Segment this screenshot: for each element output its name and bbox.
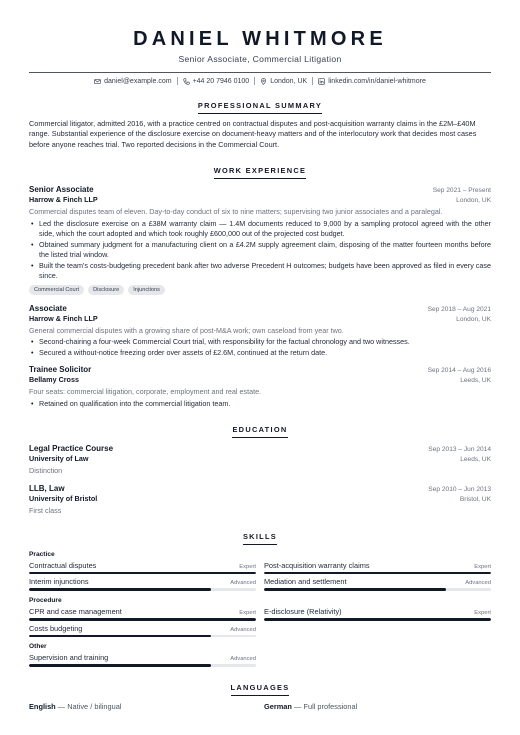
language-item: German — Full professional [264,701,358,711]
skill-item [29,607,256,621]
language-level: Native / bilingual [67,701,122,711]
skill-bar [264,572,491,575]
employer-name: Bellamy Cross [29,375,79,385]
experience-entry [29,304,491,359]
skill-group-label: Procedure [29,596,62,604]
skill-level: Advanced [230,656,256,663]
skill-name: Costs budgeting [29,623,83,633]
degree-title: Legal Practice Course [29,443,114,453]
school-location: Leeds, UK [460,455,491,463]
skill-item [264,577,491,591]
job-dates: Sep 2018 – Aug 2021 [427,305,491,313]
skill-bar-fill [29,588,211,591]
tag-chip: Injunctions [128,285,165,295]
skill-bar [29,618,256,621]
job-title: Associate [29,303,67,313]
candidate-name: DANIEL WHITMORE [133,28,387,50]
job-description: Commercial disputes team of eleven. Day-to-day conduct of six to nine matters; supervising two junior associates and a paralegal. [29,207,443,217]
languages-list [29,702,491,711]
skill-bar [264,588,491,591]
skill-item [29,561,256,575]
achievement-item: • Retained on qualification into the commercial litigation team. [39,399,491,409]
school-name: University of Bristol [29,494,98,504]
contact-linkedin-text: linkedin.com/in/daniel-whitmore [328,77,426,85]
job-location: London, UK [456,197,491,205]
skill-bar [29,635,256,638]
skill-name: Interim injunctions [29,577,89,587]
language-name: English [29,701,56,711]
skills-section-header [29,526,491,545]
job-dates: Sep 2021 – Present [432,187,491,195]
header-divider [29,72,491,73]
skill-group-label: Other [29,643,47,651]
job-tags [29,285,491,295]
contact-location-text: London, UK [270,77,308,85]
job-achievements [29,219,491,281]
contact-phone[interactable] [183,78,250,85]
linkedin-icon [318,78,325,85]
degree-title: LLB, Law [29,484,65,494]
skill-bar [29,572,256,575]
education-note: First class [29,506,62,516]
skill-level: Expert [239,609,256,616]
contact-separator [177,77,178,85]
skill-bar-fill [264,618,491,621]
summary-section-title: PROFESSIONAL SUMMARY [198,101,322,114]
employer-name: Harrow & Finch LLP [29,195,98,205]
skill-bar-fill [29,618,256,621]
contact-location [260,78,307,85]
skill-bar [29,664,256,667]
languages-section-header [29,677,491,696]
achievement-item: • Second-chairing a four-week Commercial Court trial, with responsibility for the factual chronology and two witnesses. [39,337,491,347]
contact-separator [254,77,255,85]
job-description: General commercial disputes with a growing share of post-M&A work; own caseload from year two. [29,325,344,335]
skill-name: E-disclosure (Relativity) [264,606,342,616]
skill-name: Mediation and settlement [264,577,347,587]
phone-icon [183,78,190,85]
skill-item [264,561,491,575]
skill-bar [29,588,256,591]
experience-entry [29,185,491,295]
education-dates: Sep 2010 – Jun 2013 [428,486,491,494]
skill-bar [264,618,491,621]
summary-section-header [29,95,491,114]
achievement-item: • Obtained summary judgment for a manufacturing client on a £4.2M supply agreement claim, disposing of the matter fourteen months before the listed trial window. [39,240,491,260]
education-section-title: EDUCATION [232,425,287,438]
job-title: Trainee Solicitor [29,365,92,375]
school-name: University of Law [29,453,89,463]
skills-grid-other [29,653,491,667]
education-dates: Sep 2013 – Jun 2014 [428,445,491,453]
education-section-header [29,419,491,438]
skills-section-title: SKILLS [243,532,277,545]
mail-icon [94,78,101,85]
languages-section-title: LANGUAGES [231,683,290,696]
experience-section-title: WORK EXPERIENCE [214,166,307,179]
skill-level: Expert [474,609,491,616]
contact-linkedin[interactable] [318,78,426,85]
language-name: German [264,701,292,711]
education-entry [29,444,491,476]
skill-level: Advanced [230,626,256,633]
contact-email[interactable] [94,78,171,85]
job-title: Senior Associate [29,185,94,195]
skill-name: Contractual disputes [29,560,97,570]
job-description: Four seats: commercial litigation, corporate, employment and real estate. [29,387,262,397]
skill-bar-fill [29,572,256,575]
experience-entry [29,365,491,409]
job-dates: Sep 2014 – Aug 2016 [427,367,491,375]
contact-email-text: daniel@example.com [104,77,172,85]
school-location: Bristol, UK [459,496,491,504]
achievement-item: • Led the disclosure exercise on a £38M warranty claim — 1.4M documents reduced to 9,000 by a sampling protocol agreed with the other side, which the court adopted and which took roughly £600,000 out of the projected cost budget. [39,219,491,239]
skill-bar-fill [29,664,211,667]
skill-level: Advanced [230,580,256,587]
language-level: Full professional [303,701,358,711]
contact-bar [29,77,491,85]
skill-name: Supervision and training [29,653,109,663]
achievement-item: • Secured a without-notice freezing order over assets of £2.6M, continued at the return date. [39,348,491,358]
contact-phone-text: +44 20 7946 0100 [192,77,250,85]
education-note: Distinction [29,465,63,475]
skill-bar-fill [29,635,211,638]
job-location: Leeds, UK [460,377,491,385]
tag-chip: Commercial Court [29,285,84,295]
skill-group-label: Practice [29,550,55,558]
resume-header [29,28,491,85]
job-achievements [29,399,491,409]
skill-bar-fill [264,572,491,575]
skill-level: Expert [239,563,256,570]
skill-bar-fill [264,588,446,591]
tag-chip: Disclosure [88,285,124,295]
location-icon [260,78,267,85]
language-item: English — Native / bilingual [29,701,122,711]
achievement-item: • Built the team's costs-budgeting precedent bank after two adverse Precedent H outcomes; budgets have been approved as filed in every case since. [39,261,491,281]
contact-separator [312,77,313,85]
skill-name: CPR and case management [29,606,122,616]
experience-section-header [29,160,491,179]
skills-grid-procedure [29,607,491,637]
job-location: London, UK [456,315,491,323]
skill-name: Post-acquisition warranty claims [264,560,370,570]
employer-name: Harrow & Finch LLP [29,313,98,323]
skill-level: Expert [474,563,491,570]
skill-level: Advanced [465,580,491,587]
skill-item [264,607,491,621]
skills-grid-practice [29,561,491,591]
candidate-subtitle: Senior Associate, Commercial Litigation [178,54,342,64]
skill-item [29,624,256,638]
summary-text: Commercial litigator, admitted 2016, with a practice centred on contractual disputes and post-acquisition warranty claims in the £2M–£40M range. Substantial experience of the disclosure exercise on document-heavy matters and of the interlocutory work that decides most cases before anyone reaches trial. Two reported decisions in the Commercial Court. [29,119,477,149]
job-achievements [29,337,491,358]
education-entry [29,484,491,516]
skill-item [29,653,256,667]
skill-item [29,577,256,591]
